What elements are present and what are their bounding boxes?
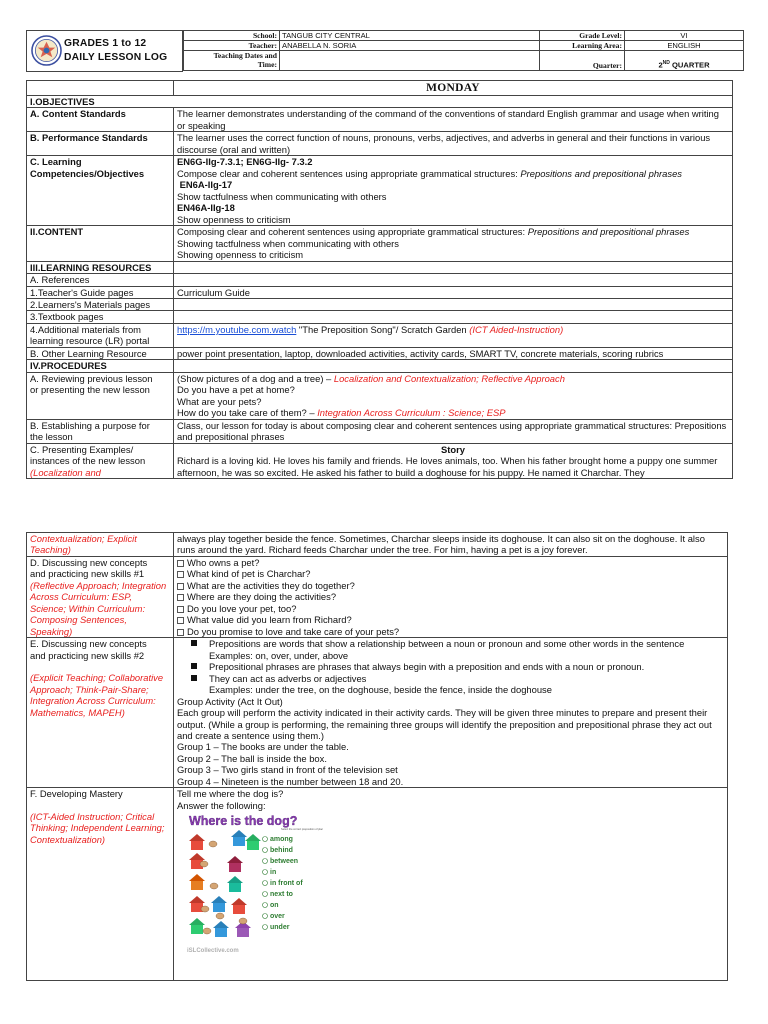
question-item	[177, 603, 724, 614]
proc-e-text	[174, 638, 728, 788]
worksheet-footer: iSLCollective.com	[187, 948, 239, 955]
proc-c-row	[27, 443, 733, 478]
worksheet-title: Where is the dog?	[189, 814, 298, 829]
content-standards-text: The learner demonstrates understanding of the command of the conventions of standard English grammar and usage when writing or speaking	[174, 108, 733, 132]
performance-standards-label: B. Performance Standards	[27, 132, 174, 156]
proc-a-line-1a: (Show pictures of a dog and a tree) –	[177, 372, 334, 384]
proc-e-notes: (Explicit Teaching; Collaborative Approach; Think-Pair-Share; Integration Across Curriculum: Mathematics, MAPEH)	[30, 672, 164, 718]
additional-materials-row	[27, 323, 733, 347]
proc-d-row	[27, 556, 728, 637]
objectives-heading: I.OBJECTIVES	[27, 96, 174, 108]
checkbox-icon	[177, 606, 184, 613]
proc-b-text: Class, our lesson for today is about composing clear and coherent sentences using appropriate grammatical structures: Prepositions and prepositional phrases	[174, 419, 733, 443]
question-item	[177, 626, 724, 637]
question-item	[177, 580, 724, 591]
proc-a-row	[27, 372, 733, 419]
example-line: Examples: under the tree, on the doghouse, beside the fence, inside the doghouse	[209, 684, 552, 696]
proc-a-label-1: A. Reviewing previous lesson	[30, 372, 153, 384]
proc-d-label-2: and practicing new skills #1	[30, 568, 145, 580]
proc-a-line-4b: Integration Across Curriculum : Science; ESP	[317, 407, 506, 419]
area-label: Learning Area:	[540, 41, 625, 51]
competencies-row	[27, 156, 733, 226]
quarter-num: 2	[658, 61, 663, 70]
proc-a-line-2: Do you have a pet at home?	[177, 384, 295, 396]
school-label: School:	[184, 31, 280, 41]
dates-value	[280, 51, 540, 71]
log-title-line2: DAILY LESSON LOG	[64, 51, 168, 63]
proc-a-label-2: or presenting the new lesson	[30, 384, 150, 396]
option-label: between	[270, 858, 299, 866]
story-paragraph-1: Richard is a loving kid. He loves his family and friends. He loves animals, too. When his father brought home a puppy one summer afternoon, he was so excited. He asked his father to build a doghouse for his puppy. He named it Charchar. They	[177, 455, 718, 478]
option-label: under	[270, 924, 290, 932]
competencies-text	[174, 156, 733, 226]
proc-d-label	[27, 556, 174, 637]
quarter-word: QUARTER	[669, 61, 710, 70]
resources-heading: III.LEARNING RESOURCES	[27, 261, 174, 273]
competencies-label-2: Competencies/Objectives	[30, 167, 145, 179]
proc-a-text	[174, 372, 733, 419]
competencies-label-1: C. Learning	[30, 156, 82, 168]
proc-a-line-4	[177, 407, 729, 418]
proc-c-label	[27, 443, 174, 478]
where-is-the-dog-worksheet	[183, 813, 323, 955]
other-resources-text: power point presentation, laptop, downloaded activities, activity cards, SMART TV, concrete materials, scoring rubrics	[174, 347, 733, 359]
proc-a-line-4a: How do you take care of them? –	[177, 407, 318, 419]
additional-label-2: learning resource (LR) portal	[30, 335, 150, 347]
learners-materials-row	[27, 298, 733, 310]
bullet-item: Prepositions are words that show a relationship between a noun or pronoun and some other words in the sentence	[177, 638, 724, 649]
comp-text-1a: Compose clear and coherent sentences using appropriate grammatical structures:	[177, 167, 521, 179]
proc-e-label	[27, 638, 174, 788]
proc-f-notes: (ICT-Aided Instruction; Critical Thinking; Independent Learning; Contextualization)	[30, 810, 165, 845]
activity-title: Group Activity (Act It Out)	[177, 695, 283, 707]
example-line: Examples: on, over, under, above	[209, 649, 349, 661]
content-standards-row	[27, 108, 733, 132]
proc-d-label-1: D. Discussing new concepts	[30, 556, 148, 568]
performance-standards-text: The learner uses the correct function of nouns, pronouns, verbs, adjectives, and adverbs in general and their functions in various discourse (oral and written)	[174, 132, 733, 156]
comp-text-2: Show tactfulness when communicating with others	[177, 190, 387, 202]
proc-a-line-3: What are your pets?	[177, 395, 262, 407]
proc-a-label	[27, 372, 174, 419]
proc-b-row	[27, 419, 733, 443]
story-paragraph-2: always play together beside the fence. Sometimes, Charchar sleeps inside its doghouse. It can also sit on the doghouse. It also runs around the yard. Richard feeds Charchar under the tree. For him, having a pet is a joy forever.	[174, 533, 728, 557]
question-item	[177, 568, 724, 579]
question-text: Where are they doing the activities?	[187, 591, 337, 603]
resources-row	[27, 261, 733, 273]
additional-materials-label	[27, 323, 174, 347]
proc-f-line-2: Answer the following:	[177, 799, 266, 811]
proc-f-label	[27, 788, 174, 981]
proc-a-line-1b: Localization and Contextualization; Reflective Approach	[333, 372, 565, 384]
dates-label	[184, 51, 280, 71]
content-text	[174, 226, 733, 261]
content-line-1a: Composing clear and coherent sentences using appropriate grammatical structures:	[177, 226, 528, 238]
checkbox-icon	[177, 629, 184, 636]
proc-b-label-1: B. Establishing a purpose for	[30, 419, 150, 431]
competencies-label	[27, 156, 174, 226]
dates-label-1: Teaching Dates and	[213, 51, 277, 60]
comp-code-1: EN6G-IIg-7.3.1; EN6G-IIg- 7.3.2	[177, 156, 313, 168]
content-standards-label: A. Content Standards	[27, 108, 174, 132]
content-heading: II.CONTENT	[27, 226, 174, 261]
proc-f-text	[174, 788, 728, 981]
deped-seal-logo	[31, 35, 62, 66]
proc-f-line-1: Tell me where the dog is?	[177, 788, 284, 800]
bullet-item: They can act as adverbs or adjectives	[177, 673, 724, 684]
proc-c-cont-row	[27, 533, 728, 557]
proc-b-label-2: the lesson	[30, 431, 73, 443]
additional-materials-text	[174, 323, 733, 347]
checkbox-icon	[177, 594, 184, 601]
school-value: TANGUB CITY CENTRAL	[280, 31, 540, 41]
additional-note: (ICT Aided-Instruction)	[469, 323, 564, 335]
references-label: A. References	[27, 274, 174, 286]
performance-standards-row	[27, 132, 733, 156]
group-line: Group 2 – The ball is inside the box.	[177, 752, 327, 764]
content-line-1	[177, 226, 729, 237]
lesson-table-page1	[26, 80, 733, 479]
checkbox-icon	[177, 583, 184, 590]
proc-d-notes: (Reflective Approach; Integration Across Curriculum: ESP, Science; Within Curriculum: Composing Sentences, Speaking)	[30, 579, 167, 637]
question-text: What kind of pet is Charchar?	[187, 568, 311, 580]
log-title-line1: GRADES 1 to 12	[64, 38, 147, 49]
quarter-label: Quarter:	[540, 51, 625, 71]
quarter-sup: ND	[662, 60, 670, 67]
content-line-1b: Prepositions and prepositional phrases	[527, 226, 690, 238]
option-label: over	[270, 913, 285, 921]
proc-d-questions	[174, 556, 728, 637]
checkbox-icon	[177, 571, 184, 578]
proc-c-text	[174, 443, 733, 478]
question-text: What are the activities they do together?	[187, 579, 355, 591]
proc-e-label-2: and practicing new skills #2	[30, 649, 145, 661]
bullet-item: Prepositional phrases are phrases that always begin with a preposition and ends with a noun or pronoun.	[177, 661, 724, 672]
proc-a-line-1	[177, 373, 729, 384]
activity-text: Each group will perform the activity indicated in their activity cards. They will be given three minutes to prepare and present their output. (While a group is performing, the remaining three groups will identify the preposition and prepositional phrase they act out and create a sentence using them.)	[177, 707, 712, 741]
header-title-box	[26, 30, 183, 72]
question-text: What value did you learn from Richard?	[187, 614, 352, 626]
content-line-3: Showing openness to criticism	[177, 249, 304, 261]
teacher-value: ANABELLA N. SORIA	[280, 41, 540, 51]
quarter-value	[625, 51, 744, 71]
references-row	[27, 274, 733, 286]
checkbox-icon	[177, 617, 184, 624]
option-label: on	[270, 902, 279, 910]
day-heading: MONDAY	[174, 81, 733, 96]
proc-b-label	[27, 419, 174, 443]
additional-text: "The Preposition Song"/ Scratch Garden	[296, 323, 470, 335]
option-label: in front of	[270, 880, 303, 888]
textbook-label: 3.Textbook pages	[27, 311, 174, 323]
proc-c-label-2: instances of the new lesson	[30, 455, 146, 467]
proc-c-label-cont: Contextualization; Explicit Teaching)	[27, 533, 174, 557]
question-text: Do you love your pet, too?	[187, 602, 297, 614]
content-row	[27, 226, 733, 261]
other-resources-label: B. Other Learning Resource	[27, 347, 174, 359]
teachers-guide-row	[27, 286, 733, 298]
proc-e-row	[27, 638, 728, 788]
procedures-row	[27, 360, 733, 372]
day-row-blank	[27, 81, 174, 96]
log-header	[26, 30, 744, 72]
lesson-table-page2	[26, 532, 728, 981]
header-info-table	[183, 30, 744, 71]
option-label: next to	[270, 891, 293, 899]
objectives-row	[27, 96, 733, 108]
proc-f-row	[27, 788, 728, 981]
teacher-label: Teacher:	[184, 41, 280, 51]
worksheet-subtitle: Select the correct preposition of place	[281, 828, 323, 832]
teachers-guide-label: 1.Teacher's Guide pages	[27, 286, 174, 298]
comp-text-1	[177, 168, 729, 179]
log-title	[64, 37, 167, 65]
proc-c-label-3: (Localization and	[30, 466, 101, 478]
proc-c-label-1: C. Presenting Examples/	[30, 443, 134, 455]
textbook-row	[27, 311, 733, 323]
group-line: Group 1 – The books are under the table.	[177, 741, 349, 753]
learners-materials-label: 2.Learners's Materials pages	[27, 298, 174, 310]
proc-f-label-text: F. Developing Mastery	[30, 788, 123, 800]
procedures-heading: IV.PROCEDURES	[27, 360, 174, 372]
area-value: ENGLISH	[625, 41, 744, 51]
group-line: Group 4 – Nineteen is the number between 18 and 20.	[177, 775, 404, 787]
option-label: behind	[270, 847, 293, 855]
group-line: Group 3 – Two girls stand in front of the television set	[177, 764, 398, 776]
other-resources-row	[27, 347, 733, 359]
checkbox-icon	[177, 560, 184, 567]
youtube-link[interactable]: https://m.youtube.com.watch	[177, 323, 297, 335]
question-item	[177, 614, 724, 625]
comp-text-3: Show openness to criticism	[177, 213, 291, 225]
additional-label-1: 4.Additional materials from	[30, 323, 141, 335]
question-text: Do you promise to love and take care of your pets?	[187, 625, 400, 637]
question-item	[177, 591, 724, 602]
story-title: Story	[441, 443, 465, 455]
comp-code-3: EN46A-IIg-18	[177, 202, 235, 214]
proc-e-label-1: E. Discussing new concepts	[30, 638, 147, 650]
question-text: Who owns a pet?	[187, 556, 260, 568]
comp-text-1b: Prepositions and prepositional phrases	[520, 167, 682, 179]
dates-label-2: Time:	[257, 60, 277, 69]
teachers-guide-text: Curriculum Guide	[174, 286, 733, 298]
grade-label: Grade Level:	[540, 31, 625, 41]
comp-code-2: EN6A-IIg-17	[177, 179, 233, 191]
option-label: among	[270, 836, 293, 844]
content-line-2: Showing tactfulness when communicating with others	[177, 237, 399, 249]
grade-value: VI	[625, 31, 744, 41]
day-row	[27, 81, 733, 96]
option-label: in	[270, 869, 277, 877]
question-item	[177, 557, 724, 568]
